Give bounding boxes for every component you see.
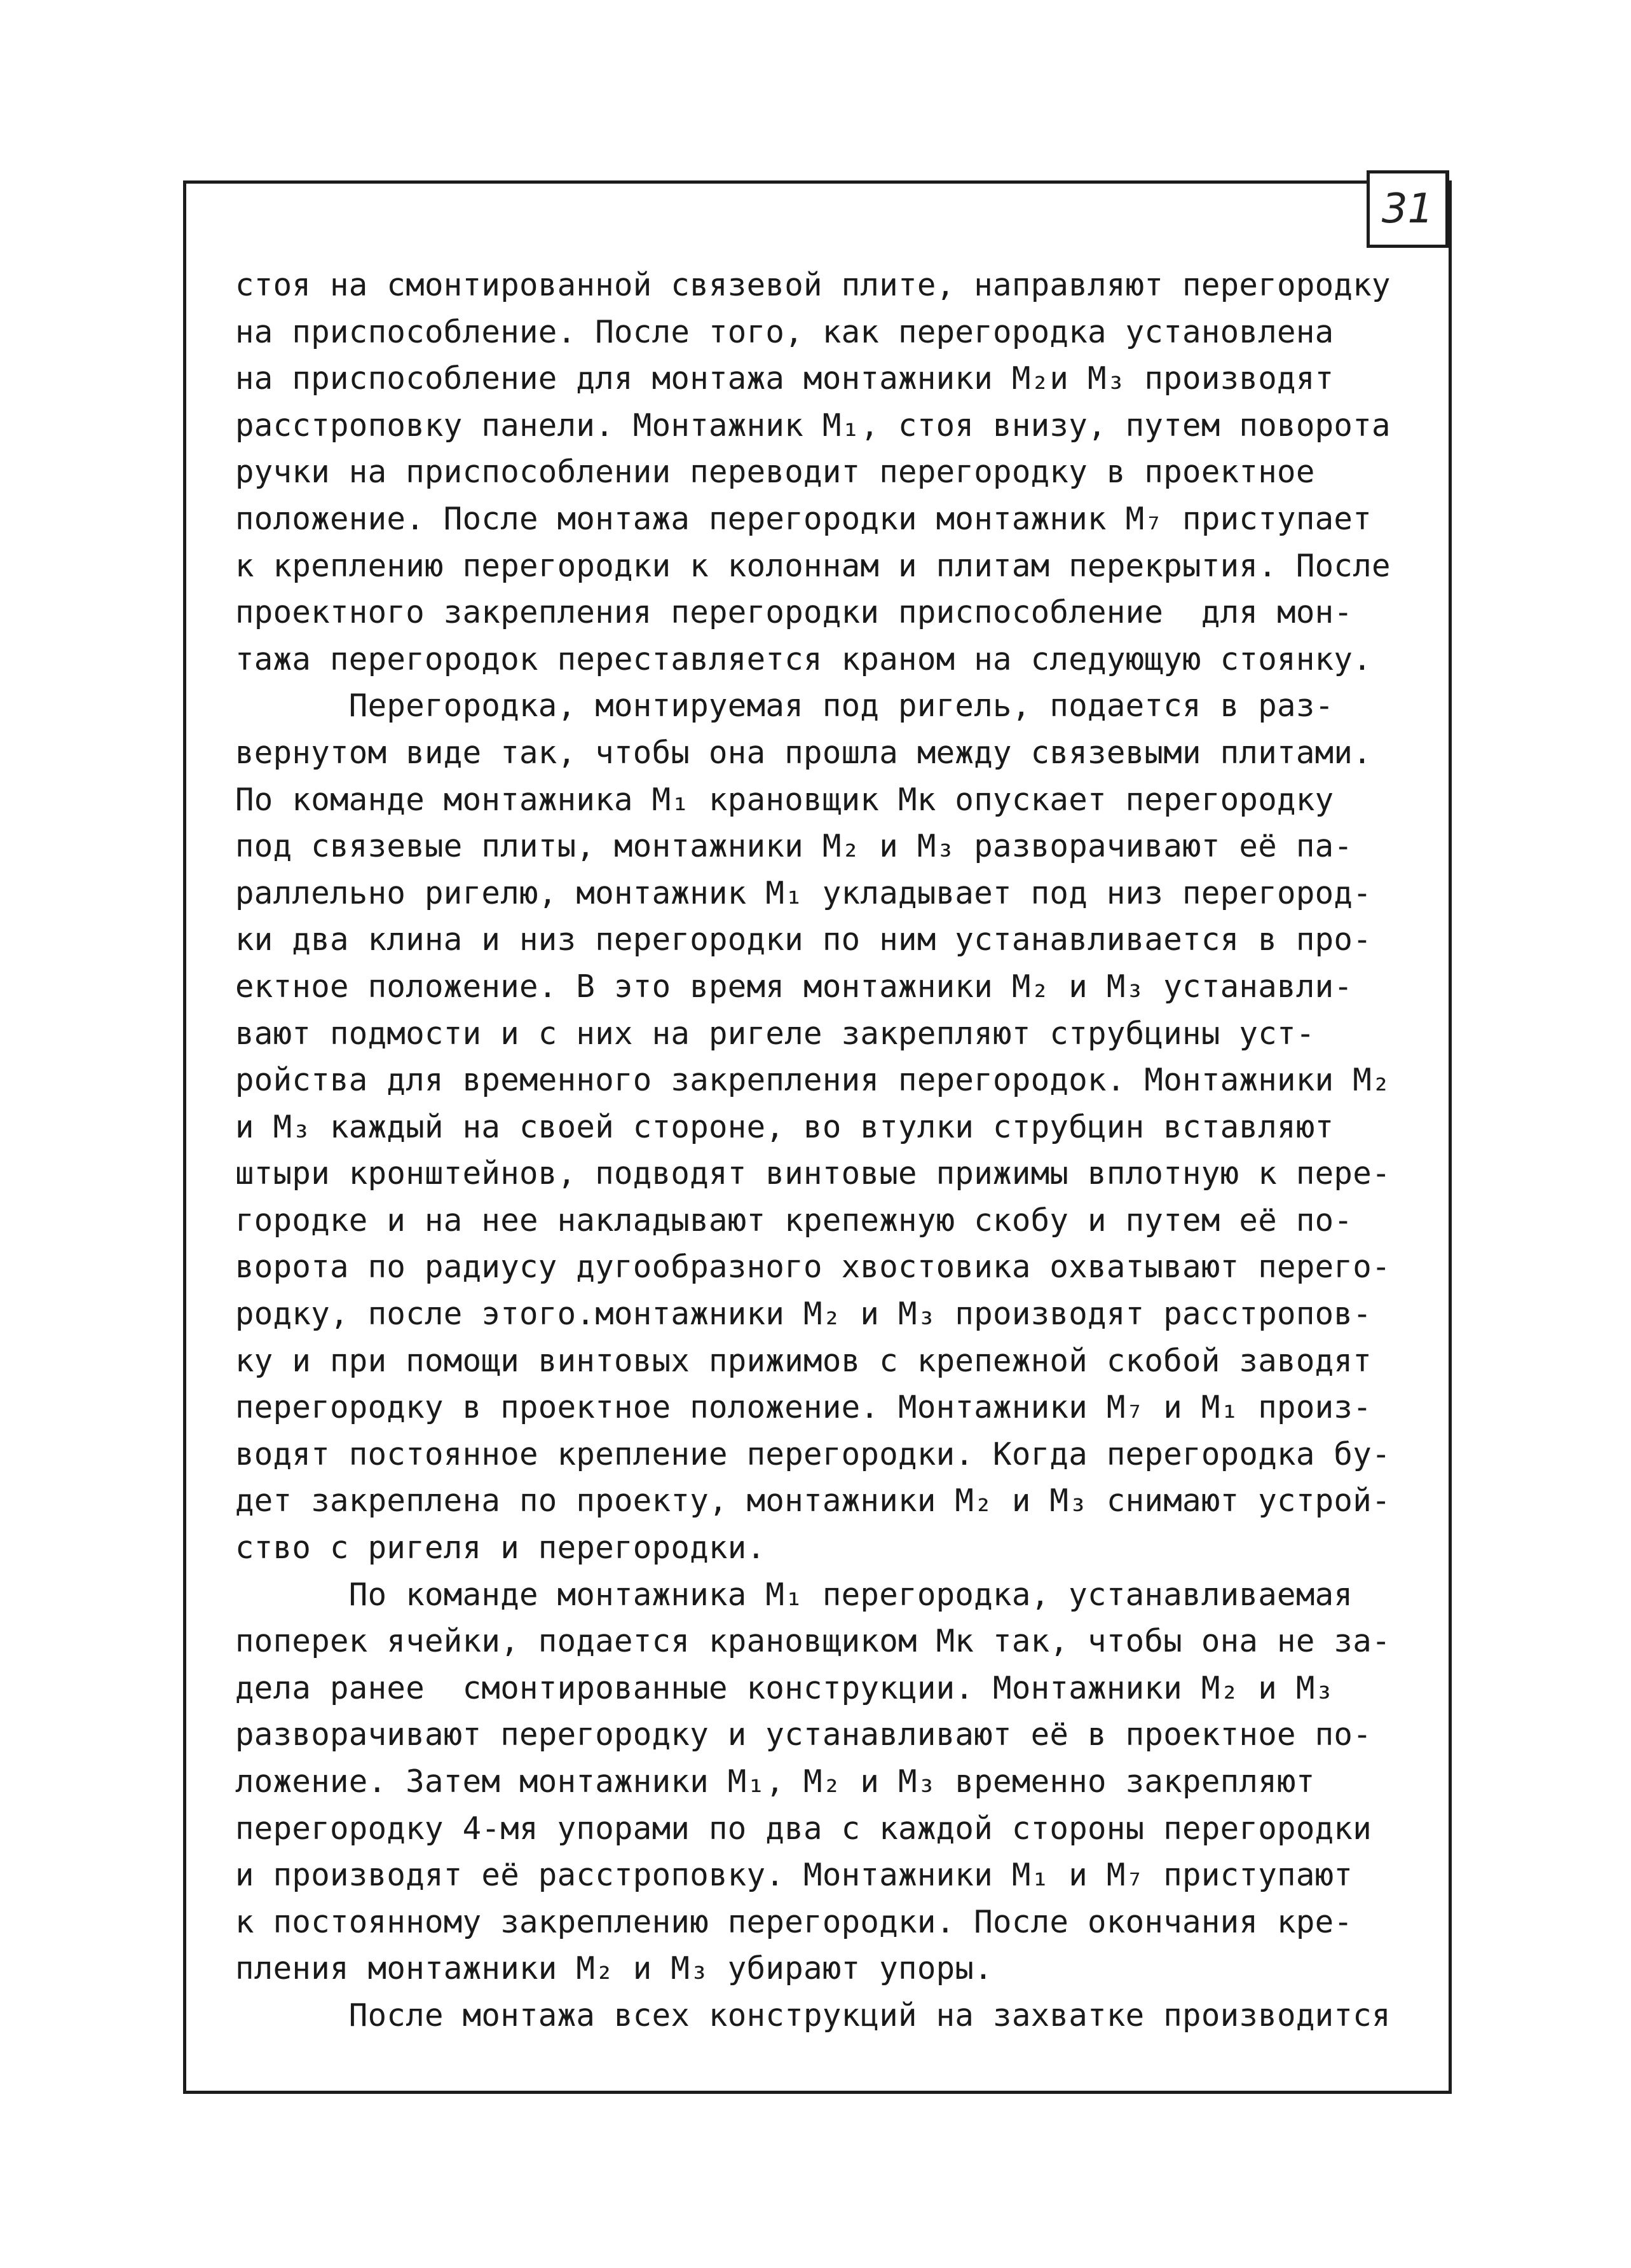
text-line: стоя на смонтированной связевой плите, направляют перегородку xyxy=(235,267,1391,303)
text-line: и М₃ каждый на своей стороне, во втулки струбцин вставляют xyxy=(235,1108,1334,1145)
text-line: к креплению перегородки к колоннам и плитам перекрытия. После xyxy=(235,547,1391,584)
text-line: расстроповку панели. Монтажник М₁, стоя внизу, путем поворота xyxy=(235,407,1391,444)
text-line: По команде монтажника М₁ крановщик Мк опускает перегородку xyxy=(235,781,1334,818)
text-line: вернутом виде так, чтобы она прошла между связевыми плитами. xyxy=(235,734,1372,771)
text-line: водят постоянное крепление перегородки. Когда перегородка бу- xyxy=(235,1436,1391,1472)
text-line: раллельно ригелю, монтажник М₁ укладывает под низ перегород- xyxy=(235,874,1372,911)
text-line: штыри кронштейнов, подводят винтовые прижимы вплотную к пере- xyxy=(235,1155,1391,1192)
text-line: Перегородка, монтируемая под ригель, подается в раз- xyxy=(235,688,1334,724)
body-text xyxy=(235,262,1443,2039)
text-line: под связевые плиты, монтажники М₂ и М₃ разворачивают её па- xyxy=(235,828,1353,865)
text-line: После монтажа всех конструкций на захватке производится xyxy=(235,1997,1391,2034)
text-line: ку и при помощи винтовых прижимов с крепежной скобой заводят xyxy=(235,1342,1372,1379)
text-line: дет закреплена по проекту, монтажники М₂ и М₃ снимают устрой- xyxy=(235,1483,1391,1519)
text-line: дела ранее смонтированные конструкции. Монтажники М₂ и М₃ xyxy=(235,1669,1334,1706)
text-line: ки два клина и низ перегородки по ним устанавливается в про- xyxy=(235,921,1372,958)
text-line: и производят её расстроповку. Монтажники М₁ и М₇ приступают xyxy=(235,1857,1353,1894)
text-line: положение. После монтажа перегородки монтажник М₇ приступает xyxy=(235,500,1372,537)
text-line: ектное положение. В это время монтажники М₂ и М₃ устанавли- xyxy=(235,968,1353,1005)
text-line: перегородку 4-мя упорами по два с каждой стороны перегородки xyxy=(235,1810,1372,1847)
text-line: ворота по радиусу дугообразного хвостовика охватывают перего- xyxy=(235,1249,1391,1286)
text-line: родку, после этого.монтажники М₂ и М₃ производят расстропов- xyxy=(235,1296,1372,1333)
text-line: вают подмости и с них на ригеле закрепляют струбцины уст- xyxy=(235,1015,1315,1052)
text-line: ручки на приспособлении переводит перегородку в проектное xyxy=(235,454,1315,491)
text-line: разворачивают перегородку и устанавливают её в проектное по- xyxy=(235,1716,1372,1753)
text-line: пления монтажники М₂ и М₃ убирают упоры. xyxy=(235,1950,993,1987)
text-line: ройства для временного закрепления перегородок. Монтажники М₂ xyxy=(235,1062,1391,1099)
text-line: перегородку в проектное положение. Монтажники М₇ и М₁ произ- xyxy=(235,1389,1372,1426)
text-line: к постоянному закреплению перегородки. После окончания кре- xyxy=(235,1903,1353,1940)
text-line: на приспособление для монтажа монтажники М₂и М₃ производят xyxy=(235,360,1334,397)
text-line: проектного закрепления перегородки приспособление для мон- xyxy=(235,594,1353,631)
text-line: на приспособление. После того, как перегородка установлена xyxy=(235,313,1334,350)
page-number: 31 xyxy=(1367,170,1449,248)
text-line: ство с ригеля и перегородки. xyxy=(235,1530,766,1566)
text-line: городке и на нее накладывают крепежную скобу и путем её по- xyxy=(235,1202,1353,1239)
text-line: тажа перегородок переставляется краном на следующую стоянку. xyxy=(235,641,1372,677)
text-line: поперек ячейки, подается крановщиком Мк так, чтобы она не за- xyxy=(235,1623,1391,1660)
text-line: По команде монтажника М₁ перегородка, устанавливаемая xyxy=(235,1576,1353,1613)
text-line: ложение. Затем монтажники М₁, М₂ и М₃ временно закрепляют xyxy=(235,1763,1315,1800)
